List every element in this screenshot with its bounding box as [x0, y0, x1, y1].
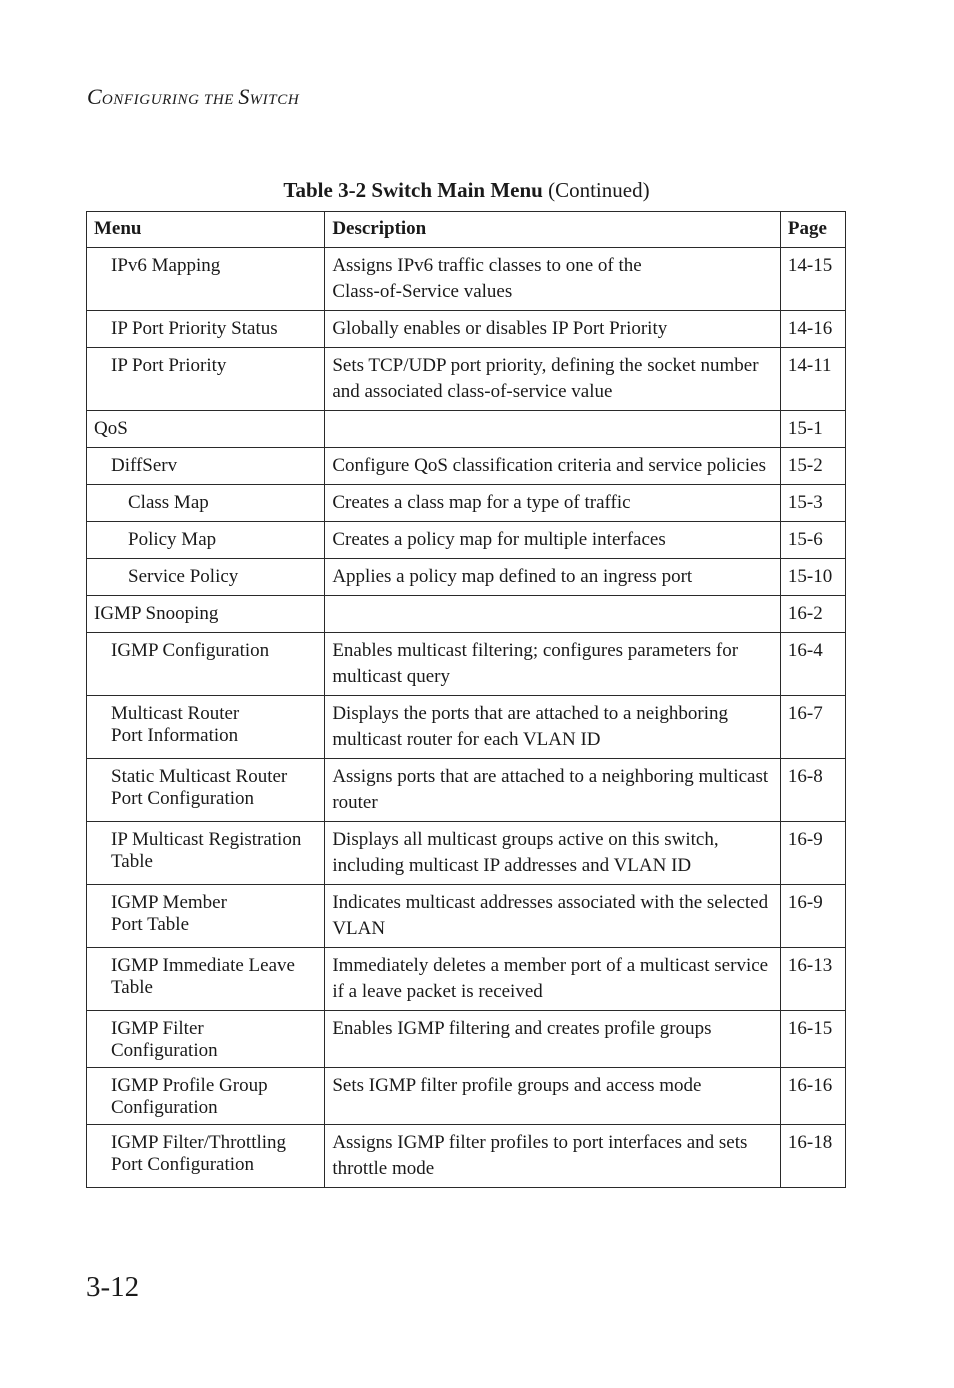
description-cell	[325, 522, 781, 559]
menu-cell	[87, 633, 325, 696]
description-cell	[325, 448, 781, 485]
description-cell	[325, 885, 781, 948]
table-caption-label: Table 3-2 Switch Main Menu	[283, 178, 543, 202]
menu-name-line: Multicast Router	[111, 703, 240, 724]
table-row	[87, 248, 846, 311]
description-cell	[325, 485, 781, 522]
menu-cell	[87, 311, 325, 348]
table-row	[87, 1011, 846, 1068]
table-row	[87, 696, 846, 759]
menu-name-line: IGMP Filter	[111, 1018, 204, 1039]
table-caption	[87, 178, 846, 203]
running-header-text-2: WITCH	[249, 92, 300, 108]
table-row	[87, 311, 846, 348]
description-cell	[325, 348, 781, 411]
menu-name	[94, 701, 318, 747]
menu-name-line: Port Configuration	[111, 788, 255, 809]
menu-name	[94, 638, 318, 664]
menu-name-line: Policy Map	[128, 529, 217, 550]
description-cell	[325, 696, 781, 759]
description-cell	[325, 1068, 781, 1125]
table-row	[87, 1068, 846, 1125]
page-cell: 15-10	[780, 559, 845, 596]
description-text: Creates a policy map for multiple interfaces	[332, 529, 666, 550]
table-row	[87, 522, 846, 559]
description-cell	[325, 411, 781, 448]
menu-name-line: IP Port Priority Status	[111, 318, 278, 339]
description-text: Creates a class map for a type of traffic	[332, 492, 631, 513]
table-row	[87, 885, 846, 948]
menu-name-line: Configuration	[111, 1097, 218, 1118]
page-cell: 16-9	[780, 885, 845, 948]
page-cell: 15-6	[780, 522, 845, 559]
table-row	[87, 948, 846, 1011]
page-cell: 15-3	[780, 485, 845, 522]
menu-cell	[87, 522, 325, 559]
menu-name	[94, 953, 318, 999]
menu-name	[94, 827, 318, 873]
menu-cell	[87, 1125, 325, 1188]
page-number: 3-12	[86, 1271, 140, 1303]
description-cell	[325, 1011, 781, 1068]
description-cell	[325, 759, 781, 822]
menu-name	[94, 890, 318, 936]
menu-cell	[87, 948, 325, 1011]
menu-name-line: Port Configuration	[111, 1154, 255, 1175]
description-text: Displays all multicast groups active on this switch, including multicast IP addresses and VLAN ID	[332, 829, 719, 876]
menu-name-line: IGMP Profile Group	[111, 1075, 268, 1096]
header-page: Page	[780, 212, 845, 248]
description-cell	[325, 633, 781, 696]
table-row	[87, 411, 846, 448]
description-text: Class-of-Service values	[332, 281, 513, 302]
menu-name	[94, 316, 318, 342]
table-row	[87, 559, 846, 596]
page-cell: 14-16	[780, 311, 845, 348]
menu-cell	[87, 822, 325, 885]
menu-name-line: IPv6 Mapping	[111, 255, 221, 276]
menu-name-line: QoS	[94, 418, 128, 439]
menu-cell	[87, 448, 325, 485]
table-header-row	[87, 212, 846, 248]
menu-name-line: Service Policy	[128, 566, 239, 587]
description-text: Enables multicast filtering; configures parameters for multicast query	[332, 640, 739, 687]
menu-name-line: Static Multicast Router	[111, 766, 288, 787]
page-cell: 16-4	[780, 633, 845, 696]
table-body	[87, 248, 846, 1188]
menu-name-line: IGMP Snooping	[94, 603, 219, 624]
running-header-initial-1: C	[87, 84, 102, 109]
page-cell: 16-18	[780, 1125, 845, 1188]
menu-name-line: IGMP Filter/Throttling	[111, 1132, 287, 1153]
description-text: Immediately deletes a member port of a multicast service if a leave packet is received	[332, 955, 769, 1002]
menu-name	[94, 601, 318, 627]
menu-name-line: IP Port Priority	[111, 355, 227, 376]
table-row	[87, 633, 846, 696]
menu-name	[94, 490, 318, 516]
menu-cell	[87, 559, 325, 596]
menu-name-line: DiffServ	[111, 455, 178, 476]
description-text: Enables IGMP filtering and creates profile groups	[332, 1018, 712, 1039]
page-cell: 16-8	[780, 759, 845, 822]
table-row	[87, 596, 846, 633]
running-header-text-1: ONFIGURING THE	[101, 92, 239, 108]
menu-name-line: Class Map	[128, 492, 209, 513]
table-row	[87, 822, 846, 885]
header-description: Description	[325, 212, 781, 248]
page-cell: 15-1	[780, 411, 845, 448]
description-text: Assigns ports that are attached to a neighboring multicast router	[332, 766, 769, 813]
menu-name-line: IGMP Configuration	[111, 640, 270, 661]
page-cell: 16-2	[780, 596, 845, 633]
menu-name-line: Port Table	[111, 914, 190, 935]
page-cell: 16-9	[780, 822, 845, 885]
description-cell	[325, 248, 781, 311]
menu-name	[94, 764, 318, 810]
menu-cell	[87, 596, 325, 633]
page-cell: 16-7	[780, 696, 845, 759]
page-cell: 14-15	[780, 248, 845, 311]
menu-name-line: Table	[111, 977, 153, 998]
description-text: Globally enables or disables IP Port Priority	[332, 318, 668, 339]
menu-name	[94, 1016, 318, 1062]
menu-name	[94, 1130, 318, 1176]
description-cell	[325, 559, 781, 596]
description-cell	[325, 311, 781, 348]
running-header-initial-2: S	[238, 84, 250, 109]
menu-cell	[87, 696, 325, 759]
table-row	[87, 448, 846, 485]
menu-name	[94, 353, 318, 379]
description-text: Applies a policy map defined to an ingress port	[332, 566, 693, 587]
description-text: Assigns IGMP filter profiles to port interfaces and sets throttle mode	[332, 1132, 748, 1179]
table-row	[87, 759, 846, 822]
table-row	[87, 485, 846, 522]
description-cell	[325, 596, 781, 633]
menu-cell	[87, 485, 325, 522]
menu-name-line: Configuration	[111, 1040, 218, 1061]
page-cell: 16-15	[780, 1011, 845, 1068]
menu-name	[94, 1073, 318, 1119]
description-text: Indicates multicast addresses associated with the selected VLAN	[332, 892, 769, 939]
menu-cell	[87, 248, 325, 311]
menu-name	[94, 564, 318, 590]
menu-name	[94, 453, 318, 479]
description-text: Sets TCP/UDP port priority, defining the socket number and associated class-of-service value	[332, 355, 759, 402]
menu-cell	[87, 1011, 325, 1068]
menu-name-line: Port Information	[111, 725, 239, 746]
description-text: Configure QoS classification criteria and service policies	[332, 455, 767, 476]
menu-cell	[87, 348, 325, 411]
menu-name-line: IP Multicast Registration	[111, 829, 302, 850]
menu-cell	[87, 1068, 325, 1125]
page-cell: 16-13	[780, 948, 845, 1011]
description-cell	[325, 822, 781, 885]
description-text: Displays the ports that are attached to a neighboring multicast router for each VLAN ID	[332, 703, 729, 750]
description-cell	[325, 1125, 781, 1188]
header-menu: Menu	[87, 212, 325, 248]
description-text: Assigns IPv6 traffic classes to one of the	[332, 255, 642, 276]
menu-name-line: IGMP Member	[111, 892, 227, 913]
running-header	[87, 84, 299, 110]
page-cell: 15-2	[780, 448, 845, 485]
menu-cell	[87, 759, 325, 822]
page-cell: 16-16	[780, 1068, 845, 1125]
menu-cell	[87, 411, 325, 448]
menu-name	[94, 416, 318, 442]
table-row	[87, 348, 846, 411]
menu-name	[94, 253, 318, 279]
menu-name-line: IGMP Immediate Leave	[111, 955, 295, 976]
menu-name	[94, 527, 318, 553]
switch-main-menu-table	[86, 211, 846, 1188]
table-caption-suffix: (Continued)	[542, 178, 650, 202]
menu-cell	[87, 885, 325, 948]
description-cell	[325, 948, 781, 1011]
description-text: Sets IGMP filter profile groups and access mode	[332, 1075, 702, 1096]
menu-name-line: Table	[111, 851, 153, 872]
page-cell: 14-11	[780, 348, 845, 411]
table-row	[87, 1125, 846, 1188]
